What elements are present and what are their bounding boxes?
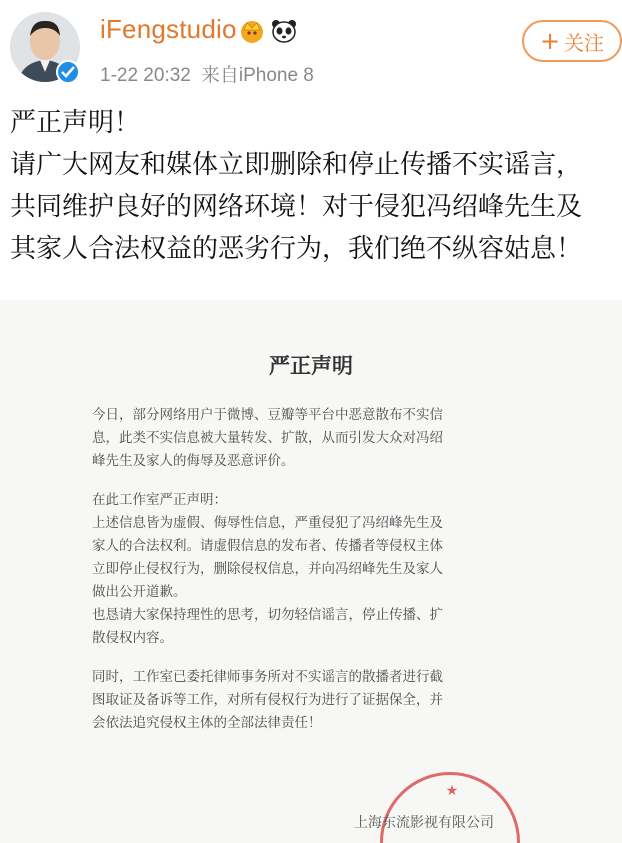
post-header [0, 0, 622, 96]
post-text-line: 严正声明！ [10, 108, 141, 138]
follow-button[interactable] [522, 20, 622, 62]
post-meta [100, 60, 324, 87]
panda-badge-icon[interactable] [270, 18, 298, 48]
statement-line: 也恳请大家保持理性的思考，切勿轻信谣言，停止传播、扩 [92, 607, 443, 623]
statement-line: 家人的合法权利。请虚假信息的发布者、传播者等侵权主体 [92, 538, 443, 554]
statement-line: 上述信息皆为虚假、侮辱性信息，严重侵犯了冯绍峰先生及 [92, 515, 443, 531]
statement-line: 峰先生及家人的侮辱及恶意评价。 [92, 453, 295, 469]
post-time: 1-22 20:32 [100, 65, 191, 86]
statement-line: 息，此类不实信息被大量转发、扩散，从而引发大众对冯绍 [92, 430, 443, 446]
post-text [10, 102, 616, 270]
statement-line: 散侵权内容。 [92, 630, 173, 646]
username[interactable]: iFengstudio [100, 14, 237, 44]
statement-line: 今日，部分网络用户于微博、豆瓣等平台中恶意散布不实信 [92, 407, 443, 423]
statement-image[interactable] [0, 300, 622, 843]
plus-icon: + [539, 27, 561, 55]
post-text-line: 请广大网友和媒体立即删除和停止传播不实谣言， [10, 150, 583, 180]
statement-line: 做出公开道歉。 [92, 584, 187, 600]
follow-label: 关注 [564, 30, 605, 55]
statement-title: 严正声明 [269, 353, 353, 378]
company-seal [380, 772, 520, 843]
post-text-line: 其家人合法权益的恶劣行为，我们绝不纵容姑息！ [10, 234, 583, 264]
statement-line: 立即停止侵权行为，删除侵权信息，并向冯绍峰先生及家人 [92, 561, 443, 577]
post-source[interactable]: 来自iPhone 8 [200, 65, 314, 86]
seal-star: ★ [445, 783, 461, 799]
statement-line: 会依法追究侵权主体的全部法律责任！ [92, 715, 322, 731]
company-name: 上海东流影视有限公司 [354, 815, 494, 831]
crown-badge-icon[interactable] [238, 18, 266, 48]
statement-line: 在此工作室严正声明： [92, 492, 227, 508]
verified-icon [56, 60, 80, 84]
statement-line: 图取证及备诉等工作，对所有侵权行为进行了证据保全，并 [92, 692, 443, 708]
statement-body [92, 404, 532, 735]
statement-line: 同时，工作室已委托律师事务所对不实谣言的散播者进行截 [92, 669, 443, 685]
post-text-line: 共同维护良好的网络环境！对于侵犯冯绍峰先生及 [10, 192, 583, 222]
